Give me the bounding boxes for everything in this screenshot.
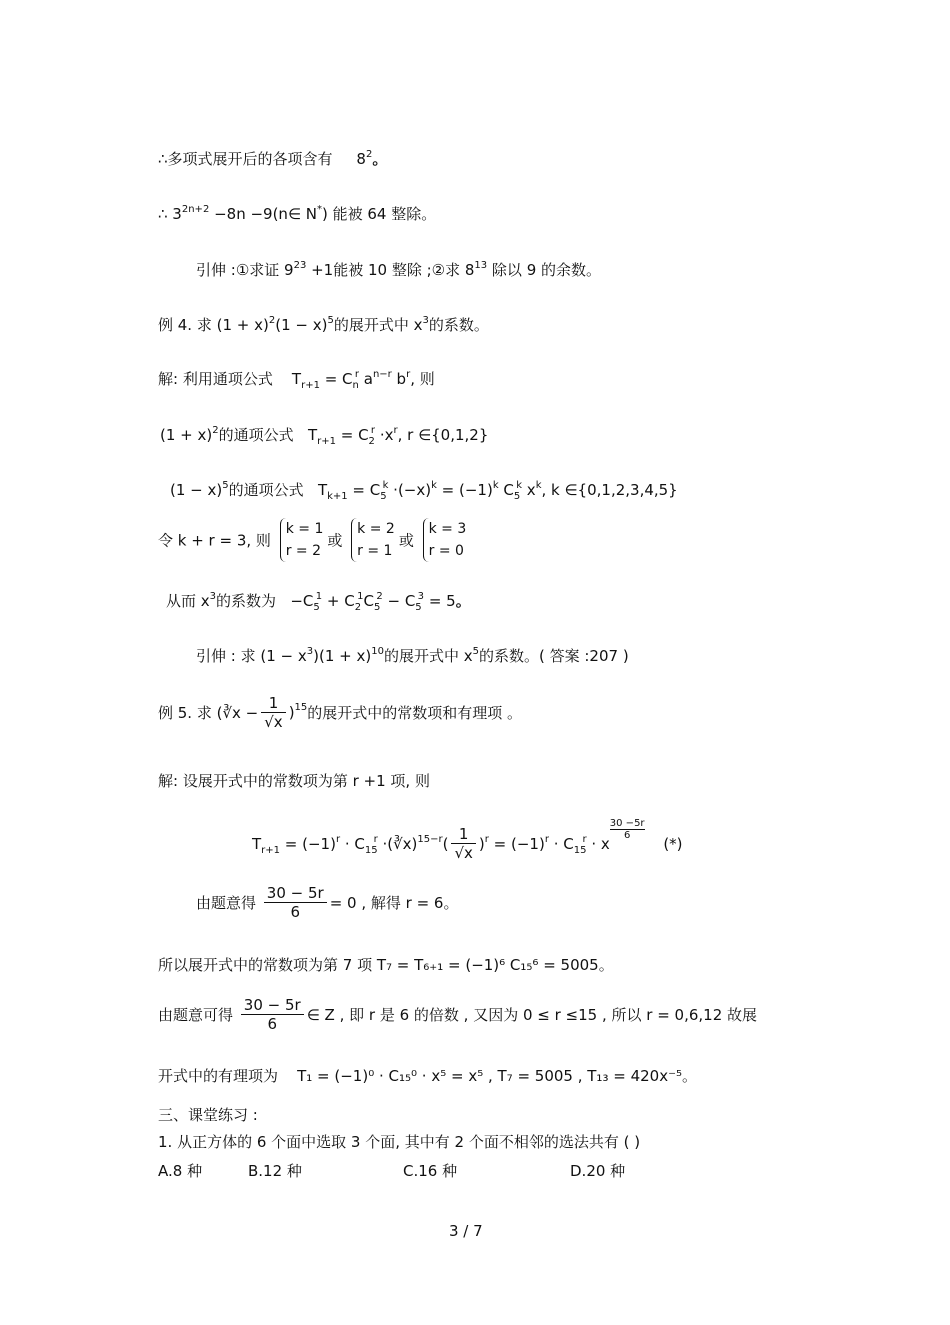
- option-d: D.20 种: [570, 1162, 626, 1180]
- solution-4-intro: 解: 利用通项公式 $T_{r+1} = C_n^r$ $a^{n-r}$ $b^r$, 则: [158, 369, 435, 391]
- coefficient-formula: $-C_5^1 + C_2^1C_5^2 - C_5^3 = 5$: [290, 591, 456, 613]
- solution-5-intro: 解: 设展开式中的常数项为第 r +1 项, 则: [158, 772, 430, 790]
- line-term-1-minus-x: $(1 - x)^5$的通项公式 $T_{k+1} = C_5^k \cdot(-x)^k = (-1)^k$ $C_5^k$ $x^k$, k ∈{0,1,2,3,4,5}: [170, 480, 678, 502]
- line-rational-condition: 由题意可得 $\frac{30 - 5r}{6}$ ∈ Z , 即 r 是 6 的倍数 , 又因为 0 ≤ r ≤15 , 所以 r = 0,6,12 故展: [158, 996, 758, 1033]
- line-rational-terms: 开式中的有理项为 T₁ = (−1)⁰ · C₁₅⁰ · x⁵ = x⁵ , T₇ = 5005 , T₁₃ = 420x⁻⁵。: [158, 1067, 698, 1085]
- section-heading-practice: 三、课堂练习 :: [158, 1106, 258, 1124]
- general-term-formula: $T_{r+1} = C_n^r$ $a^{n-r}$ $b^r$: [291, 369, 411, 391]
- fraction-30-5r-over-6: $\frac{30 - 5r}{6}$: [264, 884, 327, 921]
- line-coefficient-result: 从而 $x^3$的系数为 $-C_5^1 + C_2^1C_5^2 - C_5^3 = 5$。: [166, 591, 471, 613]
- line-extension-2: 引伸 : 求 $(1 - x^3)(1 + x)^{10}$的展开式中 $x^5$的系数。( 答案 :207 ): [196, 646, 629, 665]
- line-conclusion-1: ∴多项式展开后的各项含有 $8^2$。: [158, 149, 388, 168]
- fraction-one-over-sqrt-x: $\frac{1}{√x}$: [261, 694, 285, 731]
- line-conclusion-2: ∴ $3^{2n+2} -8n$ −9(n∈ N*) 能被 64 整除。: [158, 204, 437, 223]
- equation-tag: (*): [663, 834, 683, 853]
- line-term-1-plus-x: $(1 + x)^2$的通项公式 $T_{r+1} = C_2^r \cdot x^r$, r ∈{0,1,2}: [160, 425, 489, 447]
- system-brace-1: k = 1 r = 2: [280, 518, 324, 562]
- general-term-expansion: $T_{r+1} = (-1)^r \cdot C_{15}^r$ ·(∛x)$^{15-r}$( $\frac{1}{√x}$ )$^r = (-1)^r \cdot C_{15}^r \cdot x$ $\frac{30 -5r}{6}$ (*): [252, 818, 683, 862]
- option-a: A.8 种: [158, 1162, 203, 1180]
- line-constant-term: 所以展开式中的常数项为第 7 项 T₇ = T₆₊₁ = (−1)⁶ C₁₅⁶ = 5005。: [158, 956, 614, 974]
- system-brace-2: k = 2 r = 1: [351, 518, 395, 562]
- term-formula-b: $T_{k+1} = C_5^k \cdot(-x)^k = (-1)^k$ $C_5^k$ $x^k$: [317, 480, 542, 502]
- line-extension-1: 引伸 :①求证 $9^{23} +1$能被 10 整除 ;②求 $8^{13}$ 除以 9 的余数。: [196, 260, 602, 279]
- option-c: C.16 种: [403, 1162, 458, 1180]
- example-4-heading: 例 4. 求 $(1 + x)^2(1 - x)^5$的展开式中 $x^3$的系数。: [158, 315, 489, 334]
- line-solve-r: 由题意得 $\frac{30 - 5r}{6}$ = 0 , 解得 r = 6。: [196, 884, 459, 921]
- system-brace-3: k = 3 r = 0: [423, 518, 467, 562]
- line-k-plus-r: 令 k + r = 3, 则 k = 1 r = 2或 k = 2 r = 1或 k = 3 r = 0: [158, 518, 470, 562]
- question-1: 1. 从正方体的 6 个面中选取 3 个面, 其中有 2 个面不相邻的选法共有 ( ): [158, 1133, 641, 1151]
- term-formula-a: $T_{r+1} = C_2^r \cdot x^r$: [307, 425, 398, 447]
- question-1-options: [158, 1160, 625, 1181]
- page-number: 3 / 7: [449, 1222, 483, 1240]
- option-b: B.12 种: [248, 1162, 302, 1180]
- example-5-heading: 例 5. 求 (∛x − $\frac{1}{√x}$ )$^{15}$的展开式中的常数项和有理项 。: [158, 694, 523, 731]
